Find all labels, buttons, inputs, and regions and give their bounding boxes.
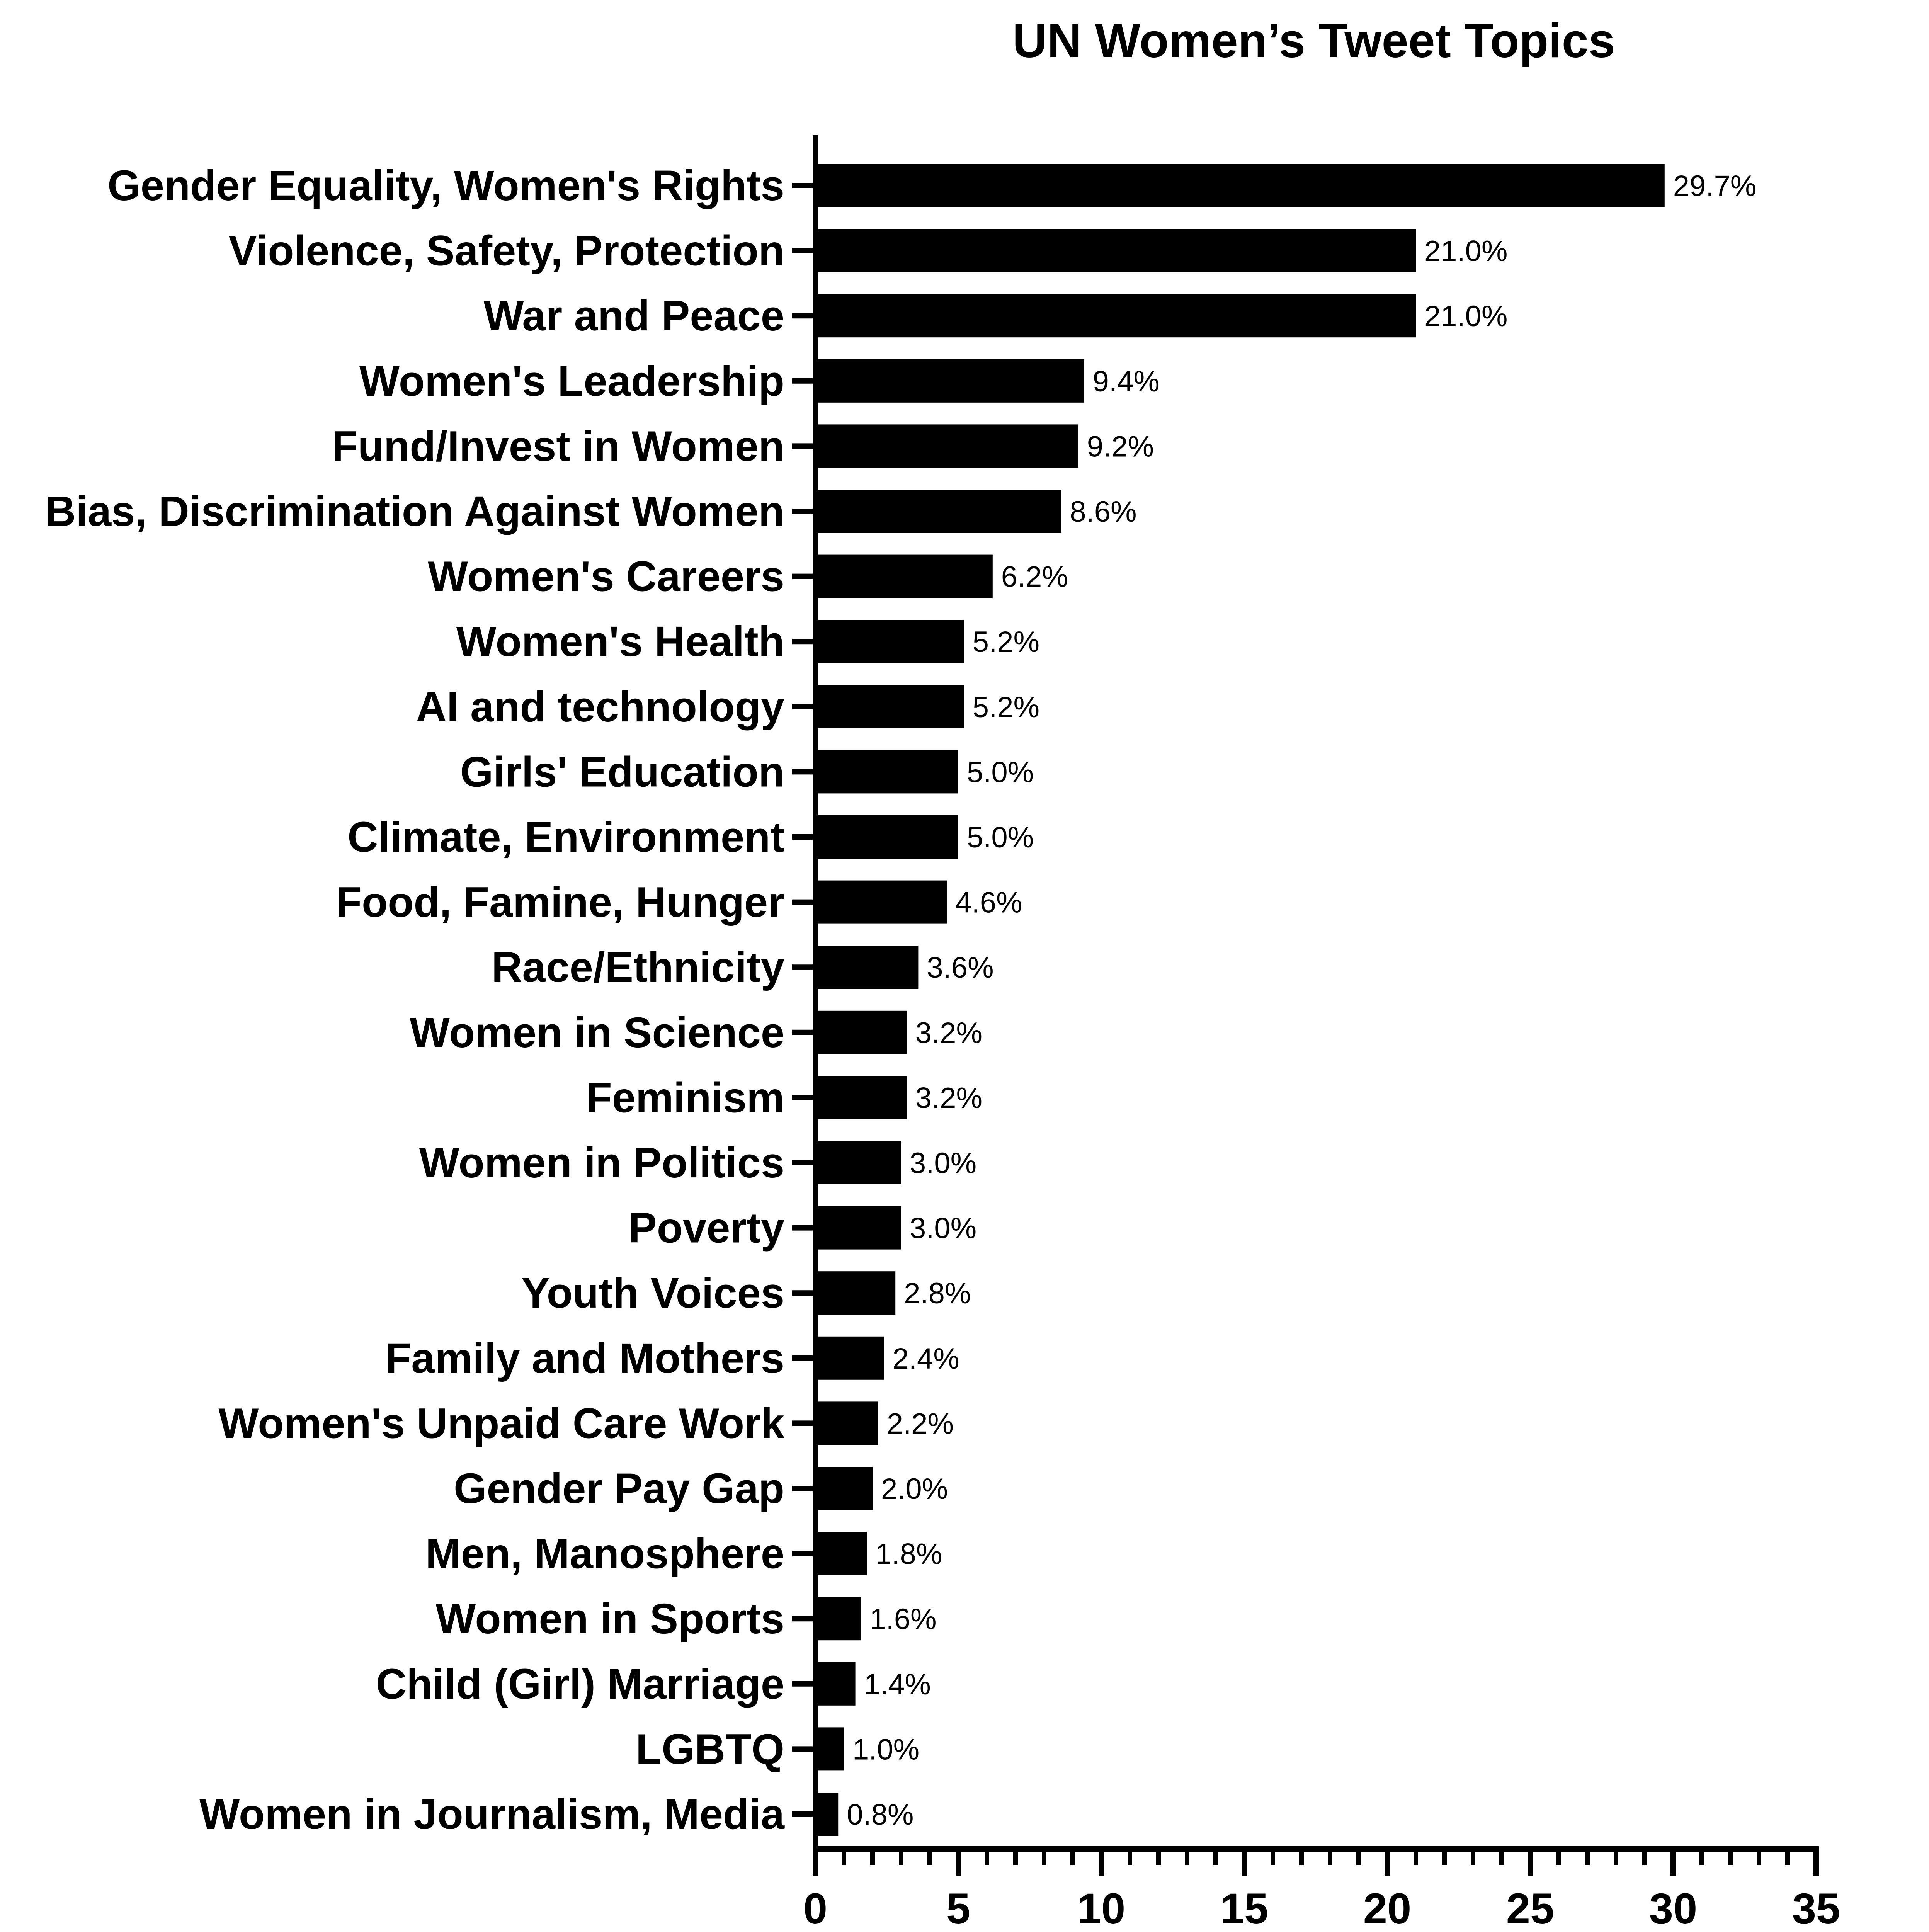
category-label: Fund/Invest in Women <box>332 422 784 470</box>
bar <box>815 229 1416 272</box>
bar-value-label: 6.2% <box>1001 560 1068 594</box>
bar-value-label: 3.0% <box>910 1147 977 1180</box>
bar-value-label: 21.0% <box>1424 235 1508 268</box>
category-label: Violence, Safety, Protection <box>228 227 784 275</box>
category-label: LGBTQ <box>636 1725 784 1773</box>
category-label: Women in Politics <box>419 1139 784 1187</box>
bar <box>815 164 1665 207</box>
bar-value-label: 1.0% <box>852 1733 920 1766</box>
bar-value-label: 2.0% <box>881 1473 948 1505</box>
category-label: Women in Journalism, Media <box>199 1791 784 1838</box>
bar-value-label: 3.0% <box>910 1212 977 1245</box>
bar <box>815 1662 856 1706</box>
bar <box>815 1076 907 1119</box>
category-label: Bias, Discrimination Against Women <box>45 488 784 535</box>
bar-value-label: 5.0% <box>967 756 1034 789</box>
bar-value-label: 8.6% <box>1070 495 1137 528</box>
bar <box>815 881 947 924</box>
category-label: Gender Pay Gap <box>454 1465 784 1512</box>
category-label: Race/Ethnicity <box>491 944 784 992</box>
category-label: Women's Unpaid Care Work <box>218 1400 784 1447</box>
bar-value-label: 0.8% <box>847 1798 914 1831</box>
bar-value-label: 5.2% <box>972 626 1040 659</box>
x-tick-label: 35 <box>1792 1884 1841 1932</box>
bar-value-label: 3.2% <box>915 1016 983 1049</box>
bar <box>815 359 1084 403</box>
category-label: War and Peace <box>483 292 784 340</box>
bar-value-label: 9.4% <box>1092 365 1160 398</box>
category-label: Family and Mothers <box>385 1334 784 1382</box>
x-tick-label: 20 <box>1363 1884 1412 1932</box>
chart-title: UN Women’s Tweet Topics <box>1012 14 1615 68</box>
category-label: Feminism <box>586 1074 784 1122</box>
bar-value-label: 2.2% <box>886 1407 954 1440</box>
bar-value-label: 1.6% <box>869 1603 937 1636</box>
category-label: Climate, Environment <box>347 813 784 861</box>
category-label: Child (Girl) Marriage <box>376 1660 784 1708</box>
category-label: Youth Voices <box>521 1269 784 1317</box>
category-label: Men, Manosphere <box>425 1530 784 1578</box>
bar <box>815 1793 838 1836</box>
bar <box>815 685 964 728</box>
bar <box>815 1011 907 1054</box>
x-tick-label: 15 <box>1220 1884 1269 1932</box>
bar <box>815 555 993 598</box>
bar <box>815 1597 861 1640</box>
bar <box>815 946 918 989</box>
x-tick-label: 10 <box>1077 1884 1126 1932</box>
bar-value-label: 1.8% <box>875 1537 942 1571</box>
bar <box>815 1337 884 1380</box>
bar-value-label: 5.2% <box>972 690 1040 724</box>
bar <box>815 424 1078 468</box>
category-label: Women's Health <box>456 618 784 666</box>
bar <box>815 1467 873 1510</box>
x-tick-label: 5 <box>946 1884 971 1932</box>
category-label: Women in Science <box>410 1009 784 1056</box>
bar <box>815 750 958 793</box>
bar-value-label: 9.2% <box>1087 430 1154 463</box>
category-label: Women's Leadership <box>359 357 784 405</box>
category-label: Gender Equality, Women's Rights <box>107 162 784 209</box>
bar <box>815 1271 895 1315</box>
bar-value-label: 21.0% <box>1424 300 1508 333</box>
category-label: Food, Famine, Hunger <box>335 878 784 926</box>
x-tick-label: 0 <box>803 1884 828 1932</box>
bar <box>815 1141 901 1184</box>
bars-layer <box>815 164 1756 1836</box>
category-label: Women in Sports <box>435 1595 784 1643</box>
bar-value-label: 1.4% <box>864 1668 931 1701</box>
bar-value-label: 4.6% <box>955 886 1022 919</box>
x-tick-label: 25 <box>1506 1884 1555 1932</box>
category-label: AI and technology <box>416 683 784 731</box>
category-label: Poverty <box>628 1204 784 1252</box>
bar <box>815 1206 901 1250</box>
bar-value-label: 3.2% <box>915 1082 983 1115</box>
bar-value-label: 5.0% <box>967 821 1034 854</box>
bar-value-label: 29.7% <box>1673 170 1757 202</box>
category-label: Girls' Education <box>460 748 784 796</box>
bar <box>815 620 964 663</box>
bar <box>815 815 958 859</box>
bar-value-label: 3.6% <box>927 951 994 985</box>
bar <box>815 1401 878 1445</box>
x-tick-label: 30 <box>1649 1884 1698 1932</box>
bar-value-label: 2.4% <box>892 1342 959 1375</box>
bar <box>815 490 1061 533</box>
bar <box>815 1727 844 1770</box>
bar-value-label: 2.8% <box>904 1277 971 1310</box>
category-label: Women's Careers <box>428 553 784 600</box>
bar <box>815 1532 867 1575</box>
bar <box>815 294 1416 337</box>
